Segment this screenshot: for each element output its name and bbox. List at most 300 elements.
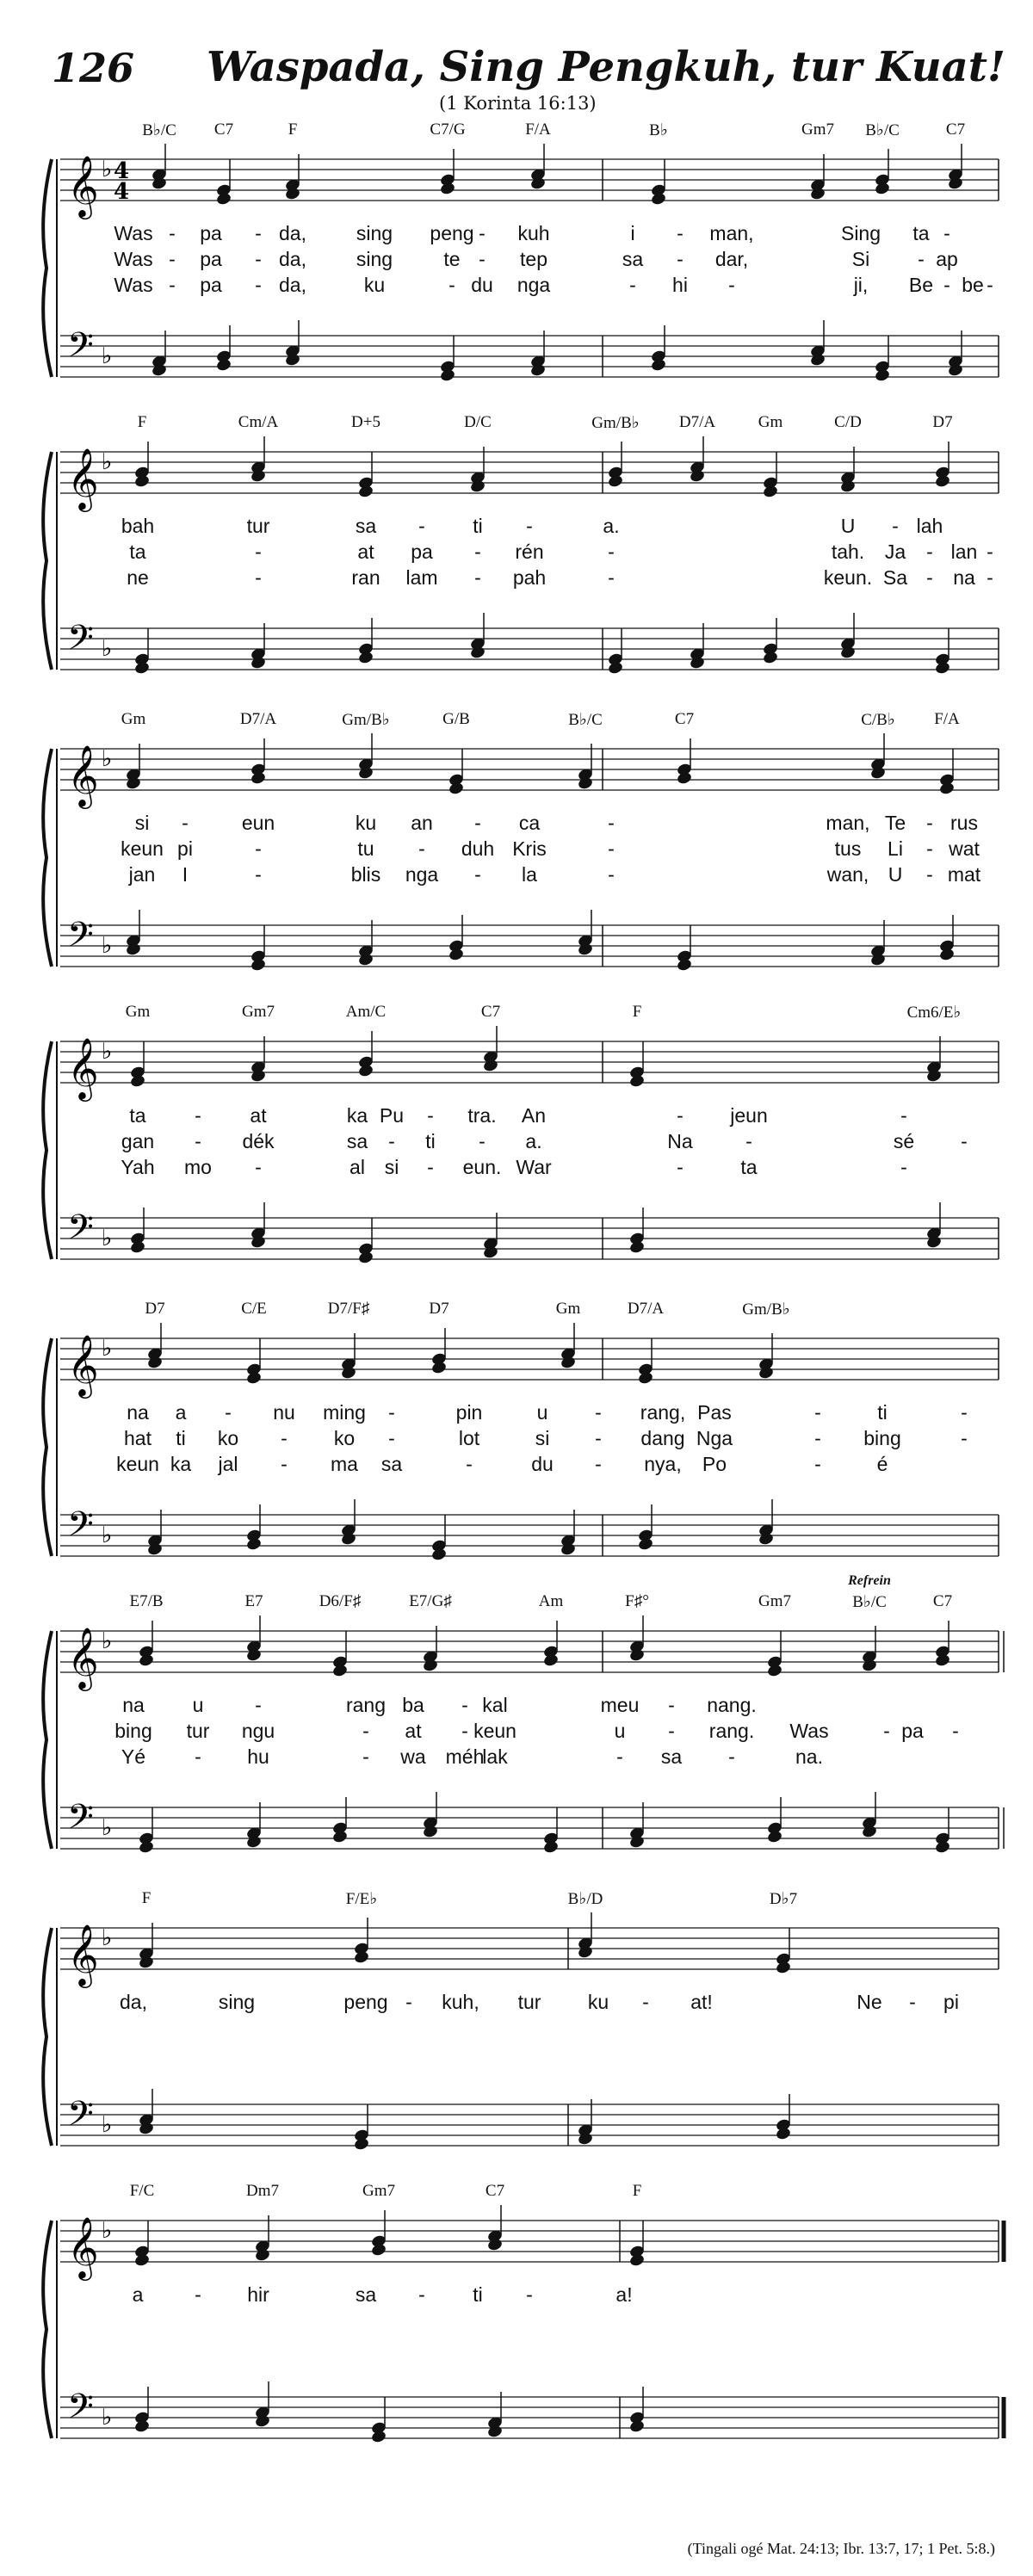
lyric-syllable: hu <box>247 1745 269 1768</box>
chord-symbol: Gm <box>121 710 146 728</box>
bass-clef-icon: 𝄢 <box>67 1504 94 1553</box>
lyric-syllable: eun. <box>462 1156 502 1178</box>
score-system-graphic <box>0 2182 1033 2466</box>
time-signature-treble: 4 <box>114 158 130 184</box>
lyric-syllable: ta <box>129 1104 146 1127</box>
lyric-syllable: bah <box>121 515 155 537</box>
lyric-syllable: pa <box>901 1720 924 1742</box>
bass-staff <box>60 1218 999 1259</box>
lyric-syllable: - <box>814 1427 821 1449</box>
lyric-syllable: tus <box>834 837 862 860</box>
lyric-syllable: pi <box>177 837 193 860</box>
lyric-syllable: - <box>418 837 425 860</box>
lyric-syllable: jal <box>218 1453 238 1475</box>
lyric-syllable: - <box>474 812 481 834</box>
lyric-syllable: meu <box>600 1694 640 1716</box>
lyric-syllable: at <box>250 1104 267 1127</box>
lyric-syllable: - <box>195 1745 201 1768</box>
lyric-syllable: hi <box>672 274 688 296</box>
lyric-syllable: mo <box>184 1156 212 1178</box>
chord-symbol: Gm7 <box>758 1592 791 1610</box>
bass-staff <box>60 1515 999 1556</box>
lyric-syllable: - <box>642 1991 649 2013</box>
lyric-syllable: - <box>182 812 189 834</box>
bass-clef-icon: 𝄢 <box>67 1208 94 1256</box>
lyric-syllable: peng <box>430 222 474 244</box>
lyric-syllable: ti <box>425 1130 436 1152</box>
hymn-title: Waspada, Sing Pengkuh, tur Kuat! <box>207 43 1005 91</box>
lyric-syllable: sa <box>622 248 644 270</box>
chord-symbol: F <box>141 1889 152 1907</box>
lyric-syllable: - <box>461 1720 468 1742</box>
lyric-syllable: sé <box>893 1130 915 1152</box>
lyric-syllable: keun <box>121 837 164 860</box>
lyric-syllable: Pas <box>697 1401 732 1424</box>
lyric-syllable: - <box>918 248 925 270</box>
lyric-syllable: - <box>362 1745 369 1768</box>
chord-symbol: C7 <box>674 710 695 728</box>
lyric-syllable: - <box>169 274 176 296</box>
lyric-syllable: - <box>943 274 950 296</box>
lyric-syllable: at! <box>690 1991 713 2013</box>
lyric-syllable: - <box>892 515 899 537</box>
lyric-syllable: - <box>169 248 176 270</box>
lyric-syllable: - <box>883 1720 890 1742</box>
lyric-syllable: - <box>943 222 950 244</box>
chord-symbol: C/B♭ <box>861 711 895 729</box>
chord-symbol: B♭/C <box>142 121 176 139</box>
lyric-syllable: kuh <box>517 222 550 244</box>
lyric-syllable: dar, <box>714 248 749 270</box>
chord-symbol: E7/B <box>129 1592 164 1610</box>
lyric-syllable: ap <box>936 248 958 270</box>
lyric-syllable: da, <box>279 222 306 244</box>
lyric-syllable: ku <box>355 812 377 834</box>
lyric-syllable: - <box>427 1156 434 1178</box>
lyric-syllable: sa <box>380 1453 403 1475</box>
lyric-syllable: pa <box>200 222 222 244</box>
lyric-syllable: lan <box>950 541 978 563</box>
lyric-syllable: - <box>595 1453 602 1475</box>
chord-symbol: G/B <box>442 710 470 728</box>
lyric-syllable: - <box>745 1130 752 1152</box>
chord-symbol: Gm <box>555 1300 581 1318</box>
lyric-syllable: bing <box>114 1720 152 1742</box>
chord-symbol: D7/A <box>239 710 277 728</box>
lyric-syllable: - <box>814 1401 821 1424</box>
lyric-syllable: man, <box>826 812 870 834</box>
bass-staff <box>60 1807 999 1849</box>
lyric-syllable: ca <box>518 812 541 834</box>
lyric-syllable: du <box>471 274 493 296</box>
lyric-syllable: kuh, <box>442 1991 479 2013</box>
lyric-syllable: tah. <box>831 541 865 563</box>
lyric-syllable: An <box>521 1104 547 1127</box>
lyric-syllable: ko <box>333 1427 356 1449</box>
chord-symbol: Am/C <box>345 1003 387 1021</box>
bass-staff <box>60 2104 999 2146</box>
lyric-syllable: U <box>888 863 903 886</box>
treble-staff <box>60 2221 999 2262</box>
lyric-syllable: ti <box>473 2283 483 2306</box>
lyric-syllable: - <box>255 837 262 860</box>
lyric-syllable: sing <box>356 222 393 244</box>
bass-clef-icon: 𝄢 <box>67 915 94 963</box>
lyric-syllable: pa <box>200 274 222 296</box>
lyric-syllable: duh <box>461 837 495 860</box>
lyric-syllable: - <box>479 222 486 244</box>
lyric-syllable: - <box>405 1991 412 2013</box>
key-signature-flat-icon: ♭ <box>102 1336 113 1362</box>
lyric-syllable: nang. <box>707 1694 757 1716</box>
lyric-syllable: - <box>668 1720 675 1742</box>
treble-staff <box>60 1338 999 1380</box>
lyric-syllable: Ne <box>857 1991 882 2013</box>
chord-symbol: E7/G♯ <box>409 1592 452 1610</box>
lyric-syllable: Was <box>114 274 153 296</box>
lyric-syllable: ko <box>217 1427 239 1449</box>
lyric-syllable: - <box>616 1745 623 1768</box>
chord-symbol: Dm7 <box>246 2182 279 2200</box>
lyric-syllable: ba <box>402 1694 424 1716</box>
chord-symbol: D7/A <box>627 1300 665 1318</box>
lyric-syllable: man, <box>709 222 754 244</box>
key-signature-flat-icon: ♭ <box>102 1523 113 1548</box>
chord-symbol: B♭ <box>649 121 668 139</box>
lyric-syllable: peng <box>343 1991 388 2013</box>
lyric-syllable: - <box>677 222 684 244</box>
lyric-syllable: - <box>909 1991 916 2013</box>
lyric-syllable: tur <box>186 1720 210 1742</box>
lyric-syllable: - <box>926 541 933 563</box>
bass-staff <box>60 925 999 967</box>
lyric-syllable: - <box>448 274 455 296</box>
lyric-syllable: hat <box>124 1427 152 1449</box>
lyric-syllable: be <box>962 274 984 296</box>
lyric-syllable: - <box>195 1104 201 1127</box>
lyric-syllable: - <box>169 222 176 244</box>
lyric-syllable: - <box>418 515 425 537</box>
chord-symbol: F♯° <box>625 1592 649 1610</box>
lyric-syllable: - <box>388 1401 395 1424</box>
lyric-syllable: du <box>531 1453 554 1475</box>
score-system <box>0 1003 1033 1287</box>
lyric-syllable: - <box>255 541 262 563</box>
chord-symbol: B♭/D <box>567 1890 603 1908</box>
lyric-syllable: keun <box>473 1720 516 1742</box>
lyric-syllable: I <box>182 863 189 886</box>
lyric-syllable: - <box>677 1156 684 1178</box>
time-signature-treble: 4 <box>114 179 130 205</box>
lyric-syllable: - <box>608 566 615 589</box>
bass-clef-icon: 𝄢 <box>67 325 94 374</box>
lyric-syllable: - <box>900 1104 907 1127</box>
lyric-syllable: é <box>876 1453 888 1475</box>
lyric-syllable: rang. <box>708 1720 755 1742</box>
chord-symbol: C7 <box>945 120 966 139</box>
treble-staff <box>60 749 999 790</box>
lyric-syllable: u <box>536 1401 548 1424</box>
chord-symbol: C7 <box>213 120 234 139</box>
lyric-syllable: pi <box>943 1991 959 2013</box>
lyric-syllable: - <box>629 274 636 296</box>
chord-symbol: D7 <box>145 1300 165 1318</box>
lyric-syllable: ka <box>170 1453 192 1475</box>
lyric-syllable: sa <box>660 1745 683 1768</box>
lyric-syllable: tur <box>517 1991 541 2013</box>
treble-clef-icon: 𝄞 <box>67 1923 99 1986</box>
lyric-syllable: a <box>175 1401 187 1424</box>
lyric-syllable: Nga <box>696 1427 733 1449</box>
treble-clef-icon: 𝄞 <box>67 1333 99 1396</box>
chord-symbol: D7/A <box>678 413 716 431</box>
lyric-syllable: - <box>225 1401 232 1424</box>
lyric-syllable: Li <box>888 837 903 860</box>
lyric-syllable: - <box>961 1401 968 1424</box>
lyric-syllable: blis <box>350 863 381 886</box>
lyric-syllable: tra. <box>467 1104 497 1127</box>
lyric-syllable: sa <box>355 515 377 537</box>
lyric-syllable: - <box>474 566 481 589</box>
score-system-graphic <box>0 1003 1033 1287</box>
lyric-syllable: rang, <box>640 1401 686 1424</box>
lyric-syllable: - <box>255 566 262 589</box>
bass-staff <box>60 2397 999 2438</box>
lyric-syllable: - <box>255 1156 262 1178</box>
refrain-label: Refrein <box>848 1573 891 1588</box>
lyric-syllable: - <box>474 541 481 563</box>
lyric-syllable: - <box>987 541 993 563</box>
lyric-syllable: i <box>630 222 635 244</box>
lyric-syllable: - <box>255 222 262 244</box>
bass-staff <box>60 336 999 377</box>
treble-clef-icon: 𝄞 <box>67 744 99 806</box>
lyric-syllable: ming <box>323 1401 366 1424</box>
system-brace-icon <box>43 452 52 670</box>
lyric-syllable: - <box>255 248 262 270</box>
bass-staff <box>60 628 999 670</box>
footer-note: (Tingali ogé Mat. 24:13; Ibr. 13:7, 17; 1 Pet. 5:8.) <box>687 2540 995 2557</box>
lyric-syllable: - <box>255 274 262 296</box>
bass-clef-icon: 𝄢 <box>67 618 94 666</box>
treble-clef-icon: 𝄞 <box>67 1036 99 1099</box>
lyric-syllable: Si <box>851 248 870 270</box>
lyric-syllable: ran <box>351 566 380 589</box>
key-signature-flat-icon: ♭ <box>102 1628 113 1654</box>
lyric-syllable: ji, <box>853 274 869 296</box>
lyric-syllable: - <box>526 515 533 537</box>
lyric-syllable: ma <box>331 1453 358 1475</box>
lyric-syllable: - <box>466 1453 473 1475</box>
lyric-syllable: ta <box>129 541 146 563</box>
hymn-number: 126 <box>52 45 135 91</box>
system-brace-icon <box>43 1928 52 2146</box>
chord-symbol: C7/G <box>430 120 466 139</box>
key-signature-flat-icon: ♭ <box>102 157 113 182</box>
lyric-syllable: - <box>255 1694 262 1716</box>
lyric-syllable: - <box>526 2283 533 2306</box>
lyric-syllable: Was <box>789 1720 829 1742</box>
lyric-syllable: ne <box>127 566 149 589</box>
lyric-syllable: - <box>952 1720 959 1742</box>
key-signature-flat-icon: ♭ <box>102 746 113 772</box>
lyric-syllable: Na <box>667 1130 693 1152</box>
key-signature-flat-icon: ♭ <box>102 1925 113 1951</box>
lyric-syllable: na <box>127 1401 149 1424</box>
lyric-syllable: al <box>349 1156 365 1178</box>
chord-symbol: C/E <box>241 1300 267 1318</box>
lyric-syllable: tu <box>357 837 374 860</box>
lyric-syllable: da, <box>120 1991 147 2013</box>
lyric-syllable: bing <box>863 1427 901 1449</box>
system-brace-icon <box>43 1338 52 1556</box>
chord-symbol: D/C <box>464 413 492 431</box>
lyric-syllable: si <box>384 1156 399 1178</box>
lyric-syllable: dang <box>640 1427 685 1449</box>
treble-clef-icon: 𝄞 <box>67 1626 99 1689</box>
chord-symbol: Gm7 <box>362 2182 395 2200</box>
lyric-syllable: pin <box>455 1401 483 1424</box>
lyric-syllable: ka <box>346 1104 368 1127</box>
lyric-syllable: - <box>388 1427 395 1449</box>
lyric-syllable: - <box>608 812 615 834</box>
lyric-syllable: Yah <box>121 1156 155 1178</box>
chord-symbol: C7 <box>480 1003 501 1021</box>
score-system <box>0 710 1033 994</box>
lyric-syllable: keun <box>116 1453 159 1475</box>
lyric-syllable: - <box>595 1401 602 1424</box>
lyric-syllable: Sing <box>840 222 881 244</box>
lyric-syllable: Ja <box>884 541 906 563</box>
bass-clef-icon: 𝄢 <box>67 2387 94 2435</box>
lyric-syllable: tep <box>520 248 547 270</box>
lyric-syllable: te <box>443 248 461 270</box>
score-system-graphic <box>0 1889 1033 2173</box>
chord-symbol: F/E♭ <box>345 1890 378 1908</box>
lyric-syllable: at <box>405 1720 422 1742</box>
chord-symbol: D♭7 <box>769 1890 798 1908</box>
key-signature-flat-icon: ♭ <box>102 2405 113 2431</box>
chord-symbol: Gm <box>125 1003 151 1021</box>
chord-symbol: B♭/C <box>865 121 900 139</box>
lyric-syllable: - <box>728 274 735 296</box>
lyric-syllable: si <box>134 812 150 834</box>
lyric-syllable: - <box>926 812 933 834</box>
key-signature-flat-icon: ♭ <box>102 1039 113 1065</box>
lyric-syllable: - <box>418 2283 425 2306</box>
lyric-syllable: - <box>362 1720 369 1742</box>
chord-symbol: B♭/C <box>568 711 603 729</box>
chord-symbol: F <box>632 1003 642 1021</box>
lyric-syllable: - <box>388 1130 395 1152</box>
lyric-syllable: pa <box>411 541 433 563</box>
lyric-syllable: a. <box>525 1130 542 1152</box>
lyric-syllable: pa <box>200 248 222 270</box>
chord-symbol: F/A <box>525 120 551 139</box>
chord-symbol: D7 <box>932 413 953 431</box>
chord-symbol: C/D <box>834 413 862 431</box>
lyric-syllable: - <box>926 863 933 886</box>
lyric-syllable: ku <box>363 274 386 296</box>
lyric-syllable: Kris <box>512 837 547 860</box>
lyric-syllable: gan <box>121 1130 155 1152</box>
lyric-syllable: Was <box>114 222 153 244</box>
lyric-syllable: - <box>281 1427 288 1449</box>
lyric-syllable: pah <box>512 566 547 589</box>
chord-symbol: Gm/B♭ <box>742 1300 790 1319</box>
lyric-syllable: eun <box>241 812 275 834</box>
score-system <box>0 2182 1033 2466</box>
score-system <box>0 1300 1033 1584</box>
treble-staff <box>60 1928 999 1969</box>
lyric-syllable: jan <box>128 863 156 886</box>
lyric-syllable: - <box>608 863 615 886</box>
lyric-syllable: ti <box>473 515 483 537</box>
lyric-syllable: ta <box>740 1156 758 1178</box>
system-brace-icon <box>43 2221 52 2438</box>
lyric-syllable: jeun <box>730 1104 768 1127</box>
treble-staff <box>60 452 999 493</box>
lyric-syllable: - <box>427 1104 434 1127</box>
lyric-syllable: Yé <box>121 1745 146 1768</box>
lyric-syllable: Pu <box>379 1104 405 1127</box>
treble-staff <box>60 159 999 201</box>
bass-clef-icon: 𝄢 <box>67 1797 94 1845</box>
lyric-syllable: ti <box>877 1401 888 1424</box>
lyric-syllable: - <box>987 274 993 296</box>
score-system <box>0 120 1033 405</box>
lyric-syllable: lam <box>405 566 438 589</box>
lyric-syllable: da, <box>279 248 306 270</box>
chord-symbol: D+5 <box>351 413 380 431</box>
lyric-syllable: Po <box>702 1453 727 1475</box>
lyric-syllable: tur <box>246 515 270 537</box>
scripture-reference: (1 Korinta 16:13) <box>439 93 597 114</box>
lyric-syllable: dék <box>242 1130 275 1152</box>
lyric-syllable: na <box>122 1694 145 1716</box>
lyric-syllable: - <box>961 1427 968 1449</box>
treble-staff <box>60 1631 999 1672</box>
chord-symbol: Gm/B♭ <box>342 711 390 729</box>
chord-symbol: Gm/B♭ <box>591 414 640 432</box>
lyric-syllable: na. <box>795 1745 823 1768</box>
system-brace-icon <box>43 1631 52 1849</box>
lyric-syllable: wat <box>949 837 980 860</box>
lyric-syllable: lot <box>458 1427 480 1449</box>
chord-symbol: C7 <box>932 1592 953 1610</box>
lyric-syllable: an <box>411 812 433 834</box>
lyric-syllable: - <box>255 863 262 886</box>
key-signature-flat-icon: ♭ <box>102 2112 113 2138</box>
lyric-syllable: - <box>987 566 993 589</box>
lyric-syllable: - <box>900 1156 907 1178</box>
chord-symbol: F <box>632 2182 642 2200</box>
system-brace-icon <box>43 1041 52 1259</box>
lyric-syllable: lak <box>482 1745 508 1768</box>
lyric-syllable: - <box>961 1130 968 1152</box>
lyric-syllable: da, <box>279 274 306 296</box>
lyric-syllable: mat <box>947 863 981 886</box>
score-system <box>0 1573 1033 1876</box>
lyric-syllable: u <box>614 1720 626 1742</box>
score-system-graphic <box>0 120 1033 405</box>
lyric-syllable: sing <box>356 248 393 270</box>
chord-symbol: Gm <box>758 413 783 431</box>
lyric-syllable: U <box>840 515 856 537</box>
lyric-syllable: - <box>677 1104 684 1127</box>
key-signature-flat-icon: ♭ <box>102 2218 113 2244</box>
lyric-syllable: ti <box>176 1427 186 1449</box>
